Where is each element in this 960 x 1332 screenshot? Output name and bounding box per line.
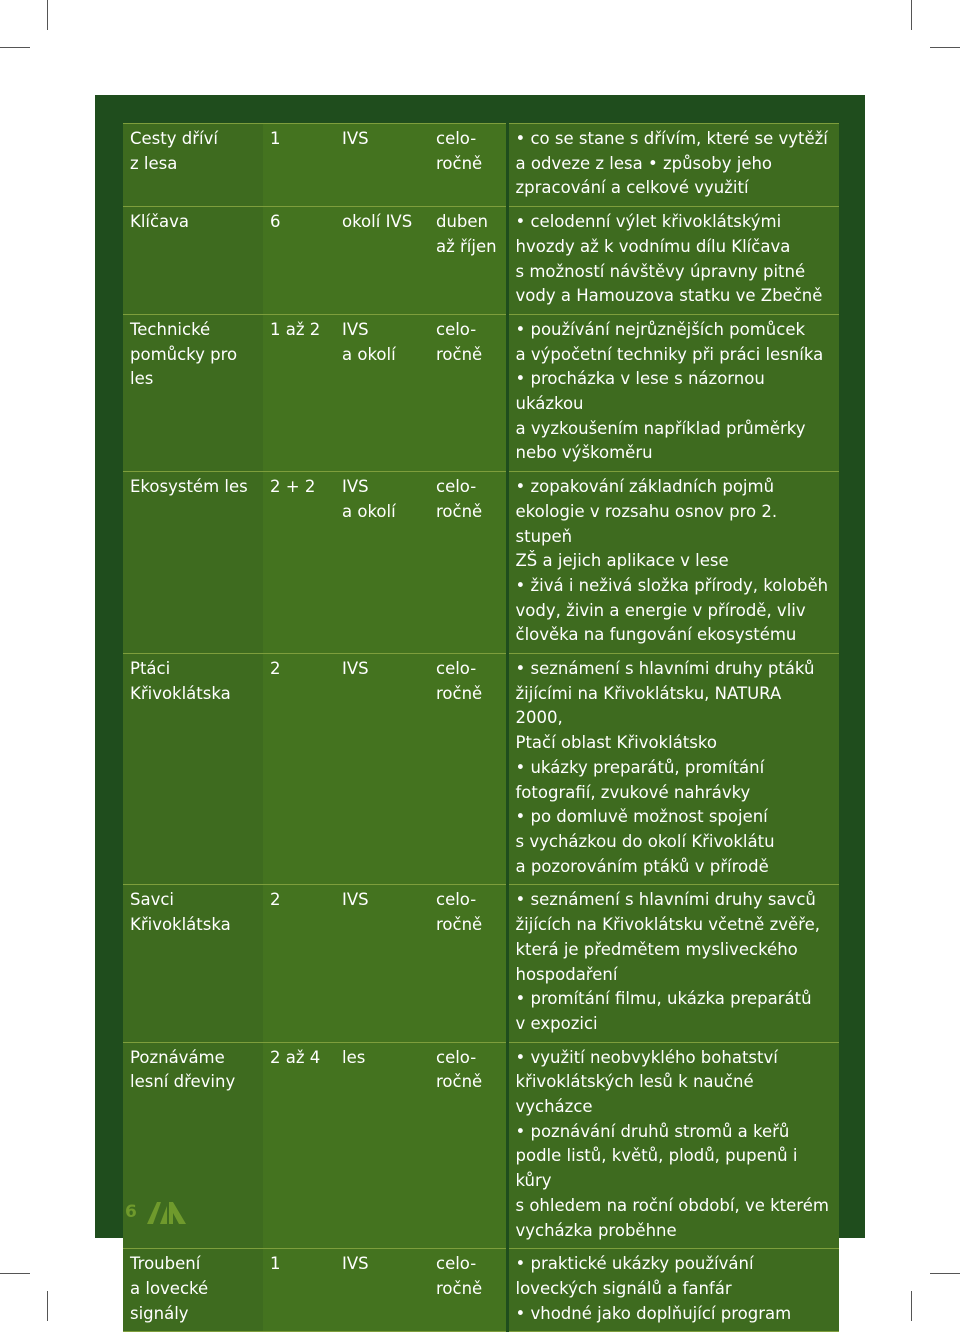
crop-mark — [911, 1291, 912, 1321]
program-description: • co se stane s dřívím, které se vytěží a odveze z lesa • způsoby jeho zpracování a celkové využití — [507, 124, 839, 207]
crop-mark — [0, 1273, 30, 1274]
program-place: okolí IVS — [335, 207, 429, 315]
table-row — [123, 314, 839, 471]
program-hours: 2 — [263, 654, 335, 885]
program-place: IVS — [335, 1249, 429, 1332]
program-place: IVS — [335, 124, 429, 207]
program-hours: 1 — [263, 1249, 335, 1332]
table-row — [123, 1249, 839, 1332]
table-row — [123, 124, 839, 207]
table-row — [123, 885, 839, 1042]
program-description: • zopakování základních pojmů ekologie v rozsahu osnov pro 2. stupeň ZŠ a jejich aplikace v lese • živá i neživá složka přírody, koloběh vody, živin a energie v přírodě, vliv člověka na fungování ekosystému — [507, 472, 839, 654]
crop-mark — [0, 47, 30, 48]
program-name: Technické pomůcky pro les — [123, 314, 263, 471]
crop-mark — [911, 0, 912, 30]
program-description: • seznámení s hlavními druhy savců žijících na Křivoklátsku včetně zvěře, která je předmětem mysliveckého hospodaření • promítání filmu, ukázka preparátů v expozici — [507, 885, 839, 1042]
program-table — [123, 123, 839, 1332]
program-description: • seznámení s hlavními druhy ptáků žijícími na Křivoklátsku, NATURA 2000, Ptačí oblast Křivoklátsko • ukázky preparátů, promítání fotografií, zvukové nahrávky • po domluvě možnost spojení s vycházkou do okolí Křivoklátu a pozorováním ptáků v přírodě — [507, 654, 839, 885]
program-name: Cesty dříví z lesa — [123, 124, 263, 207]
program-place: les — [335, 1042, 429, 1249]
program-season: duben až říjen — [429, 207, 507, 315]
table-row — [123, 1042, 839, 1249]
program-place: IVS — [335, 885, 429, 1042]
program-name: Ptáci Křivoklátska — [123, 654, 263, 885]
program-hours: 2 + 2 — [263, 472, 335, 654]
program-name: Savci Křivoklátska — [123, 885, 263, 1042]
program-description: • celodenní výlet křivoklátskými hvozdy až k vodnímu dílu Klíčava s možností návštěvy úpravny pitné vody a Hamouzova statku ve Zbečně — [507, 207, 839, 315]
program-description: • praktické ukázky používání loveckých signálů a fanfár • vhodné jako doplňující program — [507, 1249, 839, 1332]
program-season: celo- ročně — [429, 124, 507, 207]
program-season: celo- ročně — [429, 1042, 507, 1249]
program-description: • využití neobvyklého bohatství křivoklátských lesů k naučné vycházce • poznávání druhů stromů a keřů podle listů, květů, plodů, pupenů i kůry s ohledem na roční období, ve kterém vycházka proběhne — [507, 1042, 839, 1249]
program-name: Ekosystém les — [123, 472, 263, 654]
program-season: celo- ročně — [429, 472, 507, 654]
program-season: celo- ročně — [429, 885, 507, 1042]
table-row — [123, 654, 839, 885]
crop-mark — [47, 1291, 48, 1321]
program-season: celo- ročně — [429, 1249, 507, 1332]
program-place: IVS a okolí — [335, 472, 429, 654]
program-hours: 2 — [263, 885, 335, 1042]
table-row — [123, 472, 839, 654]
program-season: celo- ročně — [429, 654, 507, 885]
crop-mark — [930, 1273, 960, 1274]
crop-mark — [930, 47, 960, 48]
forest-logo-icon — [146, 1199, 188, 1225]
page-number: 6 — [125, 1202, 137, 1222]
program-name: Klíčava — [123, 207, 263, 315]
program-hours: 1 — [263, 124, 335, 207]
program-place: IVS — [335, 654, 429, 885]
program-name: Troubení a lovecké signály — [123, 1249, 263, 1332]
table-row — [123, 207, 839, 315]
program-name: Poznáváme lesní dřeviny — [123, 1042, 263, 1249]
program-description: • používání nejrůznějších pomůcek a výpočetní techniky při práci lesníka • procházka v lese s názornou ukázkou a vyzkoušením například průměrky nebo výškoměru — [507, 314, 839, 471]
program-hours: 2 až 4 — [263, 1042, 335, 1249]
crop-mark — [47, 0, 48, 30]
program-place: IVS a okolí — [335, 314, 429, 471]
program-hours: 6 — [263, 207, 335, 315]
program-season: celo- ročně — [429, 314, 507, 471]
program-hours: 1 až 2 — [263, 314, 335, 471]
program-panel — [95, 95, 865, 1323]
